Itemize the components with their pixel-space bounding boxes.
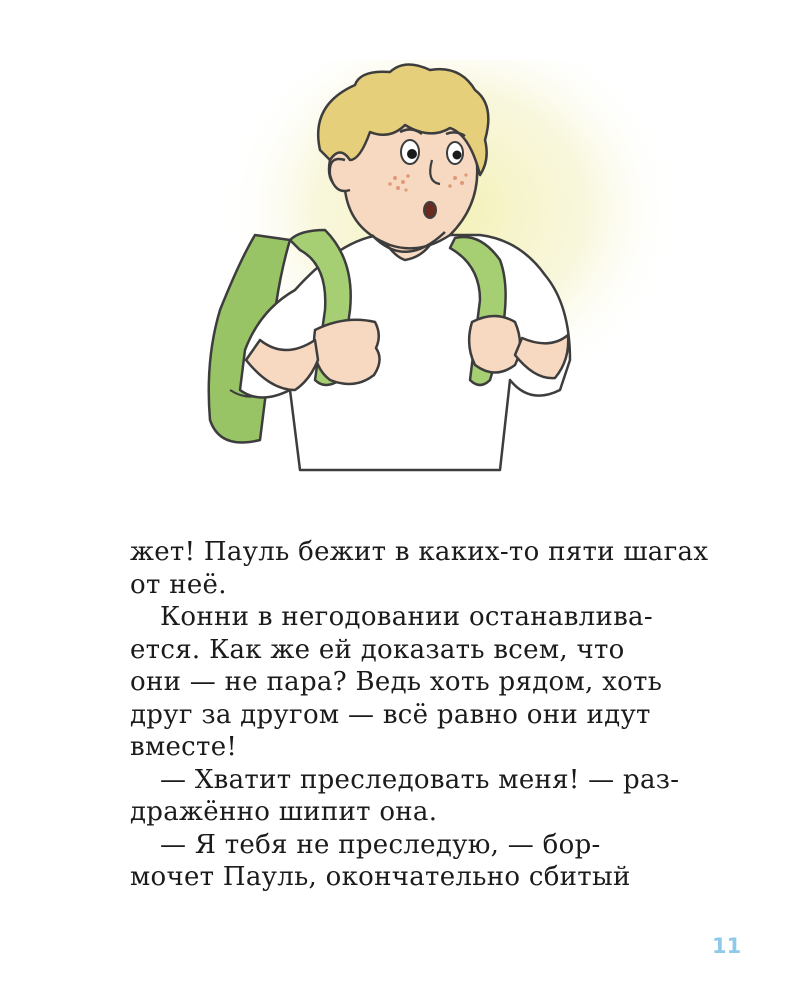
text-line: дражённо шипит она.	[130, 797, 438, 827]
body-text	[130, 536, 710, 894]
text-line: — Я тебя не преследую, — бор-	[160, 829, 601, 860]
text-line: от неё.	[130, 569, 227, 600]
text-line: они — не пара? Ведь хоть рядом, хоть	[130, 667, 663, 697]
text-line: жет! Пауль бежит в каких-то пяти шагах	[130, 537, 709, 567]
left-hand	[314, 320, 380, 384]
text-line: вместе!	[130, 732, 238, 762]
text-line: ется. Как же ей доказать всем, что	[130, 634, 625, 665]
page-number: 11	[712, 934, 742, 958]
right-hand	[469, 316, 520, 373]
text-line: мочет Пауль, окончательно сбитый	[130, 862, 631, 892]
text-line: Конни в негодовании останавлива-	[160, 602, 653, 632]
text-line: друг за другом — всё равно они идут	[130, 699, 651, 730]
boy-with-backpack-illustration	[150, 60, 670, 490]
text-line: — Хватит преследовать меня! — раз-	[160, 764, 680, 795]
mouth	[424, 202, 436, 218]
